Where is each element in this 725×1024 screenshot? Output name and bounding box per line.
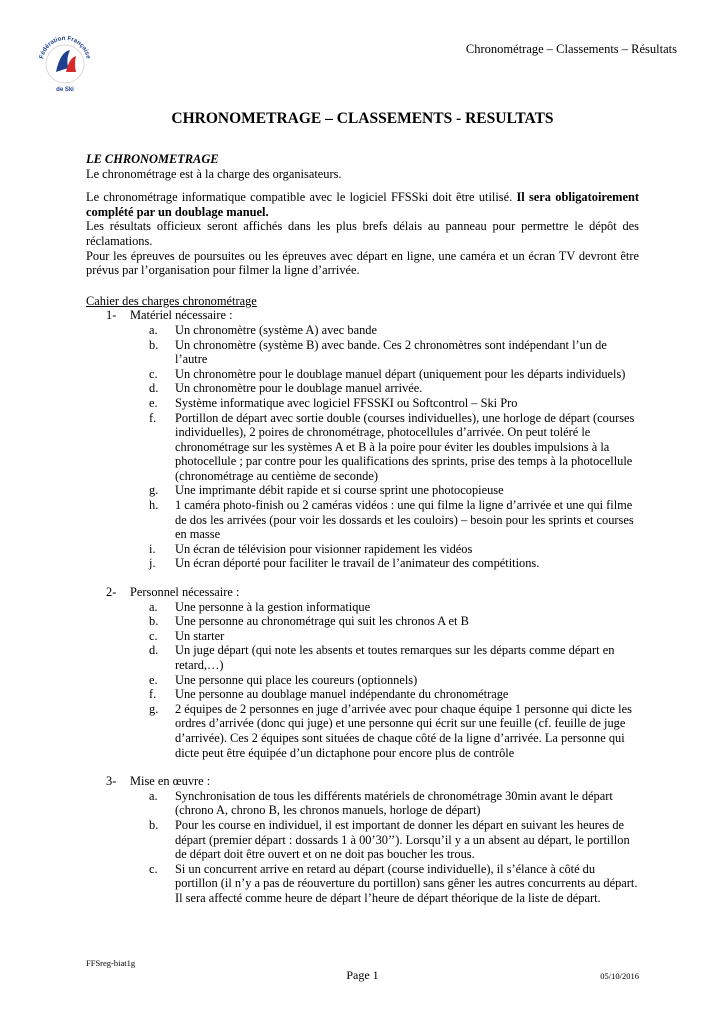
list-item — [149, 542, 639, 557]
list-item — [149, 818, 639, 862]
list-item-text: Un chronomètre pour le doublage manuel arrivée. — [175, 381, 423, 396]
list-item-text: Portillon de départ avec sortie double (courses individuelles), une horloge de départ (courses individuelles), 2 poires de chronométrage, photocellules d’arrivée. On peut toléré le chronométrage sur les systèmes A et B à la poire pour éviter les doubles impulsions à la photocellule ; par contre pour les qualifications des sprints, prise des temps à la photocellule (chronométrage au centième de seconde) — [175, 410, 635, 483]
list-item-letter: d. — [149, 381, 159, 396]
list-item-text: Un chronomètre (système A) avec bande — [175, 322, 377, 337]
list-item-letter: f. — [149, 410, 157, 425]
list-section-3 — [86, 774, 639, 905]
list-item-text: Pour les course en individuel, il est important de donner les départ en suivant les heures de départ (premier départ : dossards 1 à 00’30’’). Lorsqu’il y a un absent au départ, le portillon de départ doit être ouvert et on ne doit pas boucher les trous. — [175, 817, 630, 862]
list-item-text: Un écran de télévision pour visionner rapidement les vidéos — [175, 541, 473, 556]
list-item — [149, 338, 639, 367]
ffs-logo — [36, 28, 94, 96]
list-item — [149, 687, 639, 702]
list-item — [149, 381, 639, 396]
list-item — [149, 643, 639, 672]
list-item-letter: a. — [149, 788, 158, 803]
list-item-text: Un starter — [175, 628, 225, 643]
list-number: 2- — [106, 585, 117, 600]
list-item-letter: a. — [149, 599, 158, 614]
list-item-text: Un chronomètre pour le doublage manuel départ (uniquement pour les départs individuels) — [175, 366, 626, 381]
list-item-letter: h. — [149, 498, 159, 513]
list-item-letter: g. — [149, 483, 159, 498]
list-item-letter: b. — [149, 817, 159, 832]
list-label: Matériel nécessaire : — [130, 308, 233, 323]
list-item-text: 1 caméra photo-finish ou 2 caméras vidéos : une qui filme la ligne d’arrivée et une qui filme de dos les arrivées (pour voir les dossards et les couloirs) – besoin pour les sprints et courses en masse — [175, 498, 634, 542]
sublist — [149, 600, 639, 761]
list-item-letter: a. — [149, 322, 158, 337]
paragraph-2-emphasis: Il sera obligatoirement complété par un doublage manuel. — [86, 190, 639, 219]
cahier-heading: Cahier des charges chronométrage — [86, 293, 257, 308]
paragraph-2-text: Le chronométrage informatique compatible avec le logiciel FFSSki doit être utilisé. — [86, 190, 517, 205]
running-header: Chronométrage – Classements – Résultats — [465, 42, 677, 56]
list-item-text: Un chronomètre (système B) avec bande. Ces 2 chronomètres sont indépendant l’un de l’autre — [175, 337, 607, 367]
list-item-letter: d. — [149, 643, 159, 658]
list-label: Mise en œuvre : — [130, 774, 211, 789]
list-item-letter: c. — [149, 628, 158, 643]
list-number: 1- — [106, 308, 117, 323]
list-item-text: Système informatique avec logiciel FFSSKI ou Softcontrol – Ski Pro — [175, 395, 518, 410]
list-item — [149, 614, 639, 629]
list-item-text: Synchronisation de tous les différents matériels de chronométrage 30min avant le départ (chrono A, chrono B, les chronos manuels, horloge de départ) — [175, 788, 613, 818]
list-item — [149, 862, 639, 906]
list-item-letter: c. — [149, 366, 158, 381]
list-item-text: Une personne qui place les coureurs (optionnels) — [175, 672, 418, 687]
document-body — [86, 150, 639, 906]
footer-date: 05/10/2016 — [600, 971, 639, 981]
list-item — [149, 367, 639, 382]
list-item — [149, 629, 639, 644]
page-number: Page 1 — [346, 968, 379, 982]
list-item-text: Un juge départ (qui note les absents et toutes remarques sur les départs comme départ en retard,…) — [175, 643, 615, 672]
list-number: 3- — [106, 774, 117, 789]
list-item-letter: f. — [149, 687, 157, 702]
list-item-text: Une personne au chronométrage qui suit les chronos A et B — [175, 614, 469, 629]
list-item-letter: b. — [149, 614, 159, 629]
page-title: CHRONOMETRAGE – CLASSEMENTS - RESULTATS — [171, 110, 554, 127]
list-item — [149, 411, 639, 484]
list-item — [149, 600, 639, 615]
paragraph-4: Pour les épreuves de poursuites ou les épreuves avec départ en ligne, une caméra et un écran TV devront être prévus par l’organisation pour filmer la ligne d’arrivée. — [86, 248, 639, 278]
list-item-text: 2 équipes de 2 personnes en juge d’arrivée avec pour chaque équipe 1 personne qui dicte les ordres d’arrivée (donc qui juge) et une personne qui écrit sur une feuille (cf. feuille de juge d’arrivée). Ces 2 équipes sont situées de chaque côté de la ligne d’arrivée. La personne qui dicte peut être équipée d’un dictaphone pour encore plus de contrôle — [175, 701, 632, 760]
list-item-letter: g. — [149, 701, 159, 716]
list-item — [149, 702, 639, 760]
list-item — [149, 556, 639, 571]
logo-text-bottom: de Ski — [56, 87, 74, 93]
list-section-2 — [86, 585, 639, 760]
list-item-text: Un écran déporté pour faciliter le travail de l’animateur des compétitions. — [175, 556, 540, 571]
footer-reference: FFSreg-biat1g — [86, 958, 136, 968]
list-item-text: Une personne au doublage manuel indépendante du chronométrage — [175, 687, 509, 702]
list-item-text: Une personne à la gestion informatique — [175, 599, 371, 614]
list-item-letter: e. — [149, 672, 158, 687]
list-label: Personnel nécessaire : — [130, 585, 240, 600]
list-item-text: Une imprimante débit rapide et si course sprint une photocopieuse — [175, 483, 504, 498]
list-item — [149, 498, 639, 542]
list-item-letter: c. — [149, 861, 158, 876]
list-item — [149, 673, 639, 688]
list-item-letter: j. — [149, 556, 156, 571]
list-item — [149, 323, 639, 338]
logo-text-top: Fédération Française — [38, 34, 92, 60]
paragraph-3: Les résultats officieux seront affichés dans les plus brefs délais au panneau pour permettre le dépôt des réclamations. — [86, 219, 639, 248]
list-item-letter: i. — [149, 541, 156, 556]
paragraph-2 — [86, 190, 639, 219]
list-item — [149, 483, 639, 498]
list-item-letter: b. — [149, 337, 159, 352]
list-item-letter: e. — [149, 395, 158, 410]
list-item — [149, 789, 639, 818]
list-item-text: Si un concurrent arrive en retard au départ (course individuelle), il s’élance à côté du portillon (il n’y a pas de réouverture du portillon) sans gêner les autres concurrents au départ. Il sera affecté comme heure de départ l’heure de départ théorique de la liste de départ. — [175, 861, 638, 905]
requirements-list — [86, 308, 639, 905]
sublist — [149, 789, 639, 906]
sublist — [149, 323, 639, 571]
list-item — [149, 396, 639, 411]
list-section-1 — [86, 308, 639, 571]
section-heading: LE CHRONOMETRAGE — [86, 152, 219, 166]
paragraph-1: Le chronométrage est à la charge des organisateurs. — [86, 166, 342, 181]
